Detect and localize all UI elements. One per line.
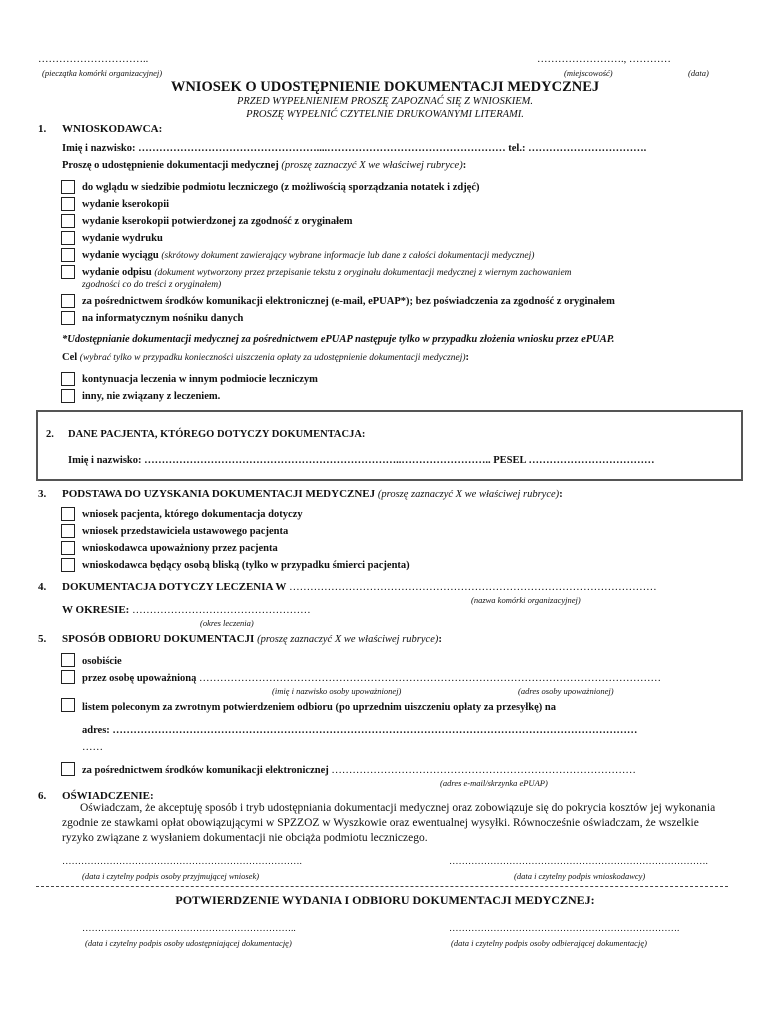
option-transcript-hint-cont: zgodności co do treści z oryginałem): [82, 280, 222, 290]
basis-option-authorized: wnioskodawca upoważniony przez pacjenta: [82, 543, 278, 554]
section1-number: 1.: [38, 123, 47, 135]
sig-recipient-caption: (data i czytelny podpis osoby odbierającej dokumentację): [451, 938, 647, 948]
checkbox-basis-patient[interactable]: [61, 507, 75, 521]
option-electronic: za pośrednictwem środków komunikacji elektronicznej (e-mail, ePUAP*); bez poświadczenia za zgodność z oryginałem: [82, 296, 615, 307]
checkbox-purpose-continuation[interactable]: [61, 372, 75, 386]
option-data-carrier: na informatycznym nośniku danych: [82, 313, 244, 324]
sig-receiver-dots: ………………………………………………………………….: [62, 857, 302, 867]
option-printout: wydanie wydruku: [82, 233, 163, 244]
pickup-option-personal: osobiście: [82, 656, 122, 667]
stamp-caption: (pieczątka komórki organizacyjnej): [42, 68, 163, 78]
section2-heading: DANE PACJENTA, KTÓREGO DOTYCZY DOKUMENTACJA:: [68, 429, 366, 440]
purpose-label: Cel (wybrać tylko w przypadku konieczności uiszczenia opłaty za udostępnienie dokumentacji medycznej):: [62, 352, 470, 363]
address-line-cont: ……: [82, 742, 103, 753]
confirmation-heading: POTWIERDZENIE WYDANIA I ODBIORU DOKUMENTACJI MEDYCZNEJ:: [175, 893, 595, 907]
period-caption: (okres leczenia): [200, 618, 254, 628]
section6-heading: OŚWIADCZENIE:: [62, 790, 154, 802]
checkbox-view-onsite[interactable]: [61, 180, 75, 194]
patient-data-frame: [36, 410, 743, 481]
authorized-address-caption: (adres osoby upoważnionej): [518, 686, 614, 696]
subtitle-2: PROSZĘ WYPEŁNIĆ CZYTELNIE DRUKOWANYMI LITERAMI.: [246, 109, 524, 120]
unit-caption: (nazwa komórki organizacyjnej): [471, 595, 581, 605]
sig-applicant-dots: ……………………………………………………………………….: [449, 857, 708, 867]
period-line: W OKRESIE: ……………………………………………: [62, 604, 311, 616]
purpose-option-other: inny, nie związany z leczeniem.: [82, 391, 221, 402]
checkbox-basis-authorized[interactable]: [61, 541, 75, 555]
basis-option-relative: wnioskodawca będący osobą bliską (tylko w przypadku śmierci pacjenta): [82, 560, 410, 571]
checkbox-copy[interactable]: [61, 197, 75, 211]
section2-number: 2.: [46, 429, 54, 440]
pickup-option-authorized: przez osobę upoważnioną ……………………………………………………………………………………………………………………: [82, 673, 661, 684]
checkbox-transcript[interactable]: [61, 265, 75, 279]
checkbox-basis-relative[interactable]: [61, 558, 75, 572]
checkbox-pickup-authorized[interactable]: [61, 670, 75, 684]
option-transcript: wydanie odpisu (dokument wytworzony przez przepisanie tekstu z oryginału dokumentacji medycznej z wiernym zachowaniem: [82, 267, 572, 278]
basis-option-representative: wniosek przedstawiciela ustawowego pacjenta: [82, 526, 289, 537]
pickup-option-mail: listem poleconym za zwrotnym potwierdzeniem odbioru (po uprzednim uiszczeniu opłaty za przesyłkę) na: [82, 702, 557, 713]
option-copy: wydanie kserokopii: [82, 199, 170, 210]
checkbox-pickup-personal[interactable]: [61, 653, 75, 667]
declaration-text: Oświadczam, że akceptuję sposób i tryb udostępniania dokumentacji medycznej oraz zobowiązuje się do pokrycia kosztów jej wykonania zgodnie ze stawkami opłat obowiązującymi w SPZZOZ w Wyszkowie oraz ewentualnej wysyłki. Równocześnie oświadczam, że wszelkie ryzyko związane z wysłaniem dokumentacji nie obciąża podmiotu leczniczego.: [62, 802, 716, 844]
stamp-dots: …………………………..: [38, 54, 149, 65]
checkbox-extract[interactable]: [61, 248, 75, 262]
checkbox-basis-representative[interactable]: [61, 524, 75, 538]
section5-heading: SPOSÓB ODBIORU DOKUMENTACJI (proszę zaznaczyć X we właściwej rubryce):: [62, 633, 443, 645]
sig-recipient-dots: ……………………………………………………………….: [449, 924, 680, 934]
option-view-onsite: do wglądu w siedzibie podmiotu leczniczego (z możliwością sporządzania notatek i zdjęć): [82, 182, 480, 193]
date-caption: (data): [688, 68, 709, 78]
sig-issuer-caption: (data i czytelny podpis osoby udostępniającej dokumentację): [85, 938, 292, 948]
section4-number: 4.: [38, 581, 47, 593]
place-caption: (miejscowość): [564, 68, 613, 78]
address-line: adres: ……………………………………………………………………………………………………………………………………: [82, 725, 638, 736]
section2-name-line: Imię i nazwisko: ………………………………………………………………..…………………….. PESEL ………………………………: [68, 455, 655, 466]
cut-line-divider: [36, 886, 728, 887]
subtitle-1: PRZED WYPEŁNIENIEM PROSZĘ ZAPOZNAĆ SIĘ Z WNIOSKIEM.: [236, 96, 534, 107]
basis-option-patient: wniosek pacjenta, którego dokumentacja dotyczy: [82, 509, 303, 520]
sig-issuer-dots: …………………………………………………………..: [82, 924, 296, 934]
checkbox-electronic[interactable]: [61, 294, 75, 308]
section4-heading: DOKUMENTACJA DOTYCZY LECZENIA W ……………………………………………………………………………………………: [62, 581, 657, 593]
checkbox-pickup-mail[interactable]: [61, 698, 75, 712]
option-certified-copy: wydanie kserokopii potwierdzonej za zgodność z oryginałem: [82, 216, 353, 227]
pickup-option-electronic: za pośrednictwem środków komunikacji elektronicznej ……………………………………………………………………………: [82, 765, 636, 776]
sig-applicant-caption: (data i czytelny podpis wnioskodawcy): [514, 871, 646, 881]
epuap-note: *Udostępnianie dokumentacji medycznej za pośrednictwem ePUAP następuje tylko w przypadku złożenia wniosku przez ePUAP.: [62, 334, 615, 345]
checkbox-data-carrier[interactable]: [61, 311, 75, 325]
purpose-option-continuation: kontynuacja leczenia w innym podmiocie leczniczym: [82, 374, 318, 385]
section5-number: 5.: [38, 633, 47, 645]
option-extract: wydanie wyciągu (skrótowy dokument zawierający wybrane informacje lub dane z całości dokumentacji medycznej): [82, 250, 535, 261]
section3-number: 3.: [38, 488, 47, 500]
section1-name-line: Imię i nazwisko: ……………………………………………....…………………………………………… tel.: …………………………….: [62, 143, 647, 154]
authorized-name-caption: (imię i nazwisko osoby upoważnionej): [272, 686, 402, 696]
section3-heading: PODSTAWA DO UZYSKANIA DOKUMENTACJI MEDYCZNEJ (proszę zaznaczyć X we właściwej rubryce):: [62, 488, 563, 500]
checkbox-pickup-electronic[interactable]: [61, 762, 75, 776]
checkbox-purpose-other[interactable]: [61, 389, 75, 403]
place-date-dots: ……………………., …………: [537, 54, 671, 65]
section1-heading: WNIOSKODAWCA:: [62, 123, 163, 135]
checkbox-certified-copy[interactable]: [61, 214, 75, 228]
section6-number: 6.: [38, 790, 47, 802]
sig-receiver-caption: (data i czytelny podpis osoby przyjmującej wniosek): [82, 871, 260, 881]
form-title: WNIOSEK O UDOSTĘPNIENIE DOKUMENTACJI MEDYCZNEJ: [170, 79, 600, 95]
request-label: Proszę o udostępnienie dokumentacji medycznej (proszę zaznaczyć X we właściwej rubryce):: [62, 160, 467, 171]
checkbox-printout[interactable]: [61, 231, 75, 245]
email-caption: (adres e-mail/skrzynka ePUAP): [440, 778, 548, 788]
